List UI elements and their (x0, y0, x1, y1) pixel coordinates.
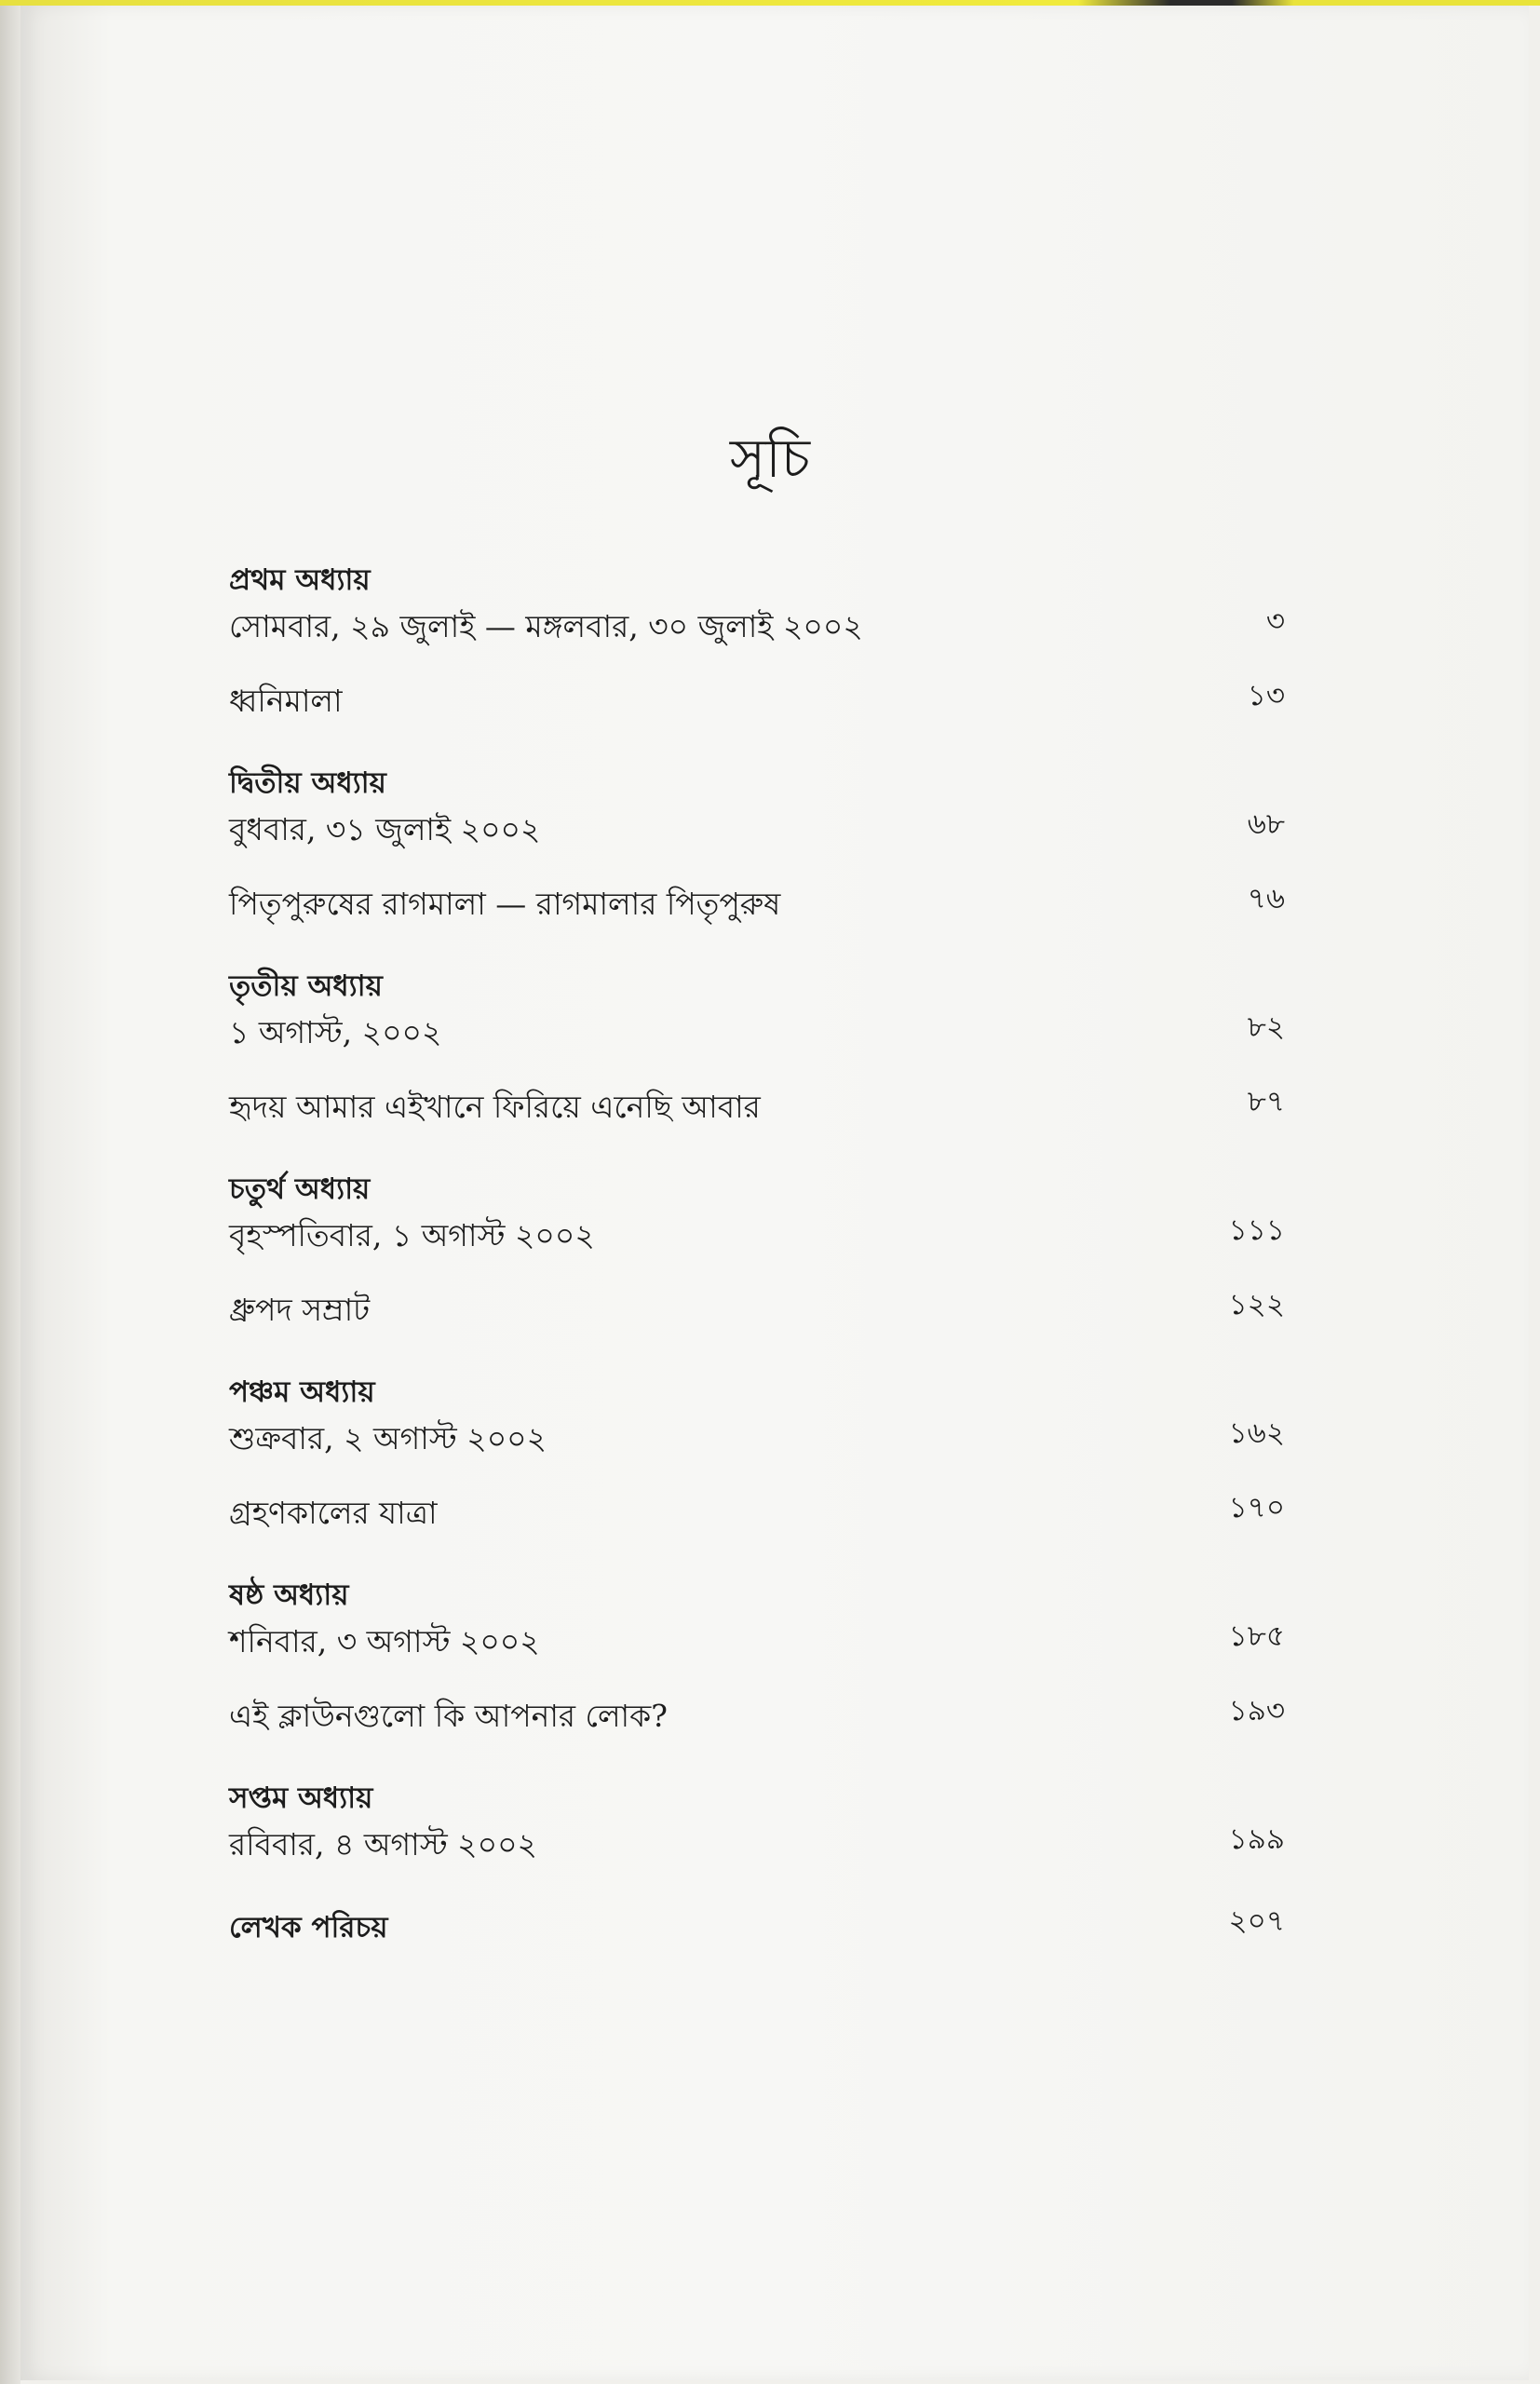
toc-page-number: ১১১ (1228, 1213, 1285, 1247)
toc-entry-label: লেখক পরিচয় (229, 1911, 388, 1944)
toc-entry-label: ১ অগাস্ট, ২০০২ (229, 1014, 442, 1050)
toc-page-number: ৮২ (1247, 1010, 1285, 1044)
toc-entry-label: হৃদয় আমার এইখানে ফিরিয়ে এনেছি আবার (229, 1089, 761, 1125)
toc-page-number: ১৩ (1247, 679, 1285, 712)
toc-entry (229, 1084, 1285, 1131)
chapter-heading-6: ষষ্ঠ অধ্যায় (229, 1578, 349, 1612)
toc-entry-label: ধ্রুপদ সম্রাট (229, 1292, 371, 1328)
toc-entry (229, 1416, 1285, 1462)
toc-page-number: ৩ (1265, 604, 1285, 638)
toc-page-number: ১৯৯ (1228, 1822, 1285, 1856)
chapter-heading-5: পঞ্চম অধ্যায় (229, 1375, 375, 1409)
toc-entry (229, 1619, 1285, 1665)
toc-page-number: ১৯৩ (1228, 1694, 1285, 1727)
toc-entry-author (229, 1903, 1285, 1950)
toc-entry-label: বুধবার, ৩১ জুলাই ২০০২ (229, 811, 541, 847)
page-title: সূচি (729, 426, 811, 490)
chapter-heading-7: সপ্তম অধ্যায় (229, 1781, 373, 1815)
toc-page-number: ৭৬ (1247, 882, 1285, 915)
toc-entry-label: পিতৃপুরুষের রাগমালা — রাগমালার পিতৃপুরুষ (229, 886, 781, 922)
toc-entry (229, 1212, 1285, 1259)
toc-entry (229, 806, 1285, 853)
toc-page-number: ১২২ (1228, 1288, 1285, 1321)
chapter-heading-1: প্রথম অধ্যায় (229, 563, 371, 597)
toc-entry (229, 678, 1285, 725)
toc-entry (229, 603, 1285, 650)
toc-page-number: ১৬২ (1228, 1416, 1285, 1450)
toc-page-number: ১৭০ (1228, 1491, 1285, 1524)
toc-page-number: ২০৭ (1228, 1904, 1285, 1938)
toc-entry-label: গ্রহণকালের যাত্রা (229, 1495, 438, 1531)
toc-entry (229, 1822, 1285, 1868)
toc-entry (229, 1490, 1285, 1537)
book-gutter (0, 0, 20, 2384)
toc-entry-label: এই ক্লাউনগুলো কি আপনার লোক? (229, 1698, 668, 1734)
chapter-heading-4: চতুর্থ অধ্যায় (229, 1172, 371, 1206)
toc-page-number: ১৮৫ (1228, 1619, 1285, 1653)
toc-entry-label: বৃহস্পতিবার, ১ অগাস্ট ২০০২ (229, 1217, 595, 1253)
toc-page-number: ৮৭ (1247, 1085, 1285, 1118)
chapter-heading-2: দ্বিতীয় অধ্যায় (229, 766, 386, 800)
toc-page-number: ৬৮ (1247, 807, 1285, 841)
toc-entry (229, 1287, 1285, 1334)
chapter-heading-3: তৃতীয় অধ্যায় (229, 969, 383, 1003)
toc-entry (229, 881, 1285, 928)
toc-entry-label: রবিবার, ৪ অগাস্ট ২০০২ (229, 1826, 537, 1862)
table-of-contents (229, 557, 1285, 1950)
toc-entry-label: শনিবার, ৩ অগাস্ট ২০০২ (229, 1623, 540, 1659)
toc-entry (229, 1693, 1285, 1740)
toc-entry (229, 1009, 1285, 1056)
toc-entry-label: শুক্রবার, ২ অগাস্ট ২০০২ (229, 1420, 547, 1456)
toc-entry-label: ধ্বনিমালা (229, 683, 343, 719)
toc-entry-label: সোমবার, ২৯ জুলাই — মঙ্গলবার, ৩০ জুলাই ২০০২ (229, 608, 863, 644)
